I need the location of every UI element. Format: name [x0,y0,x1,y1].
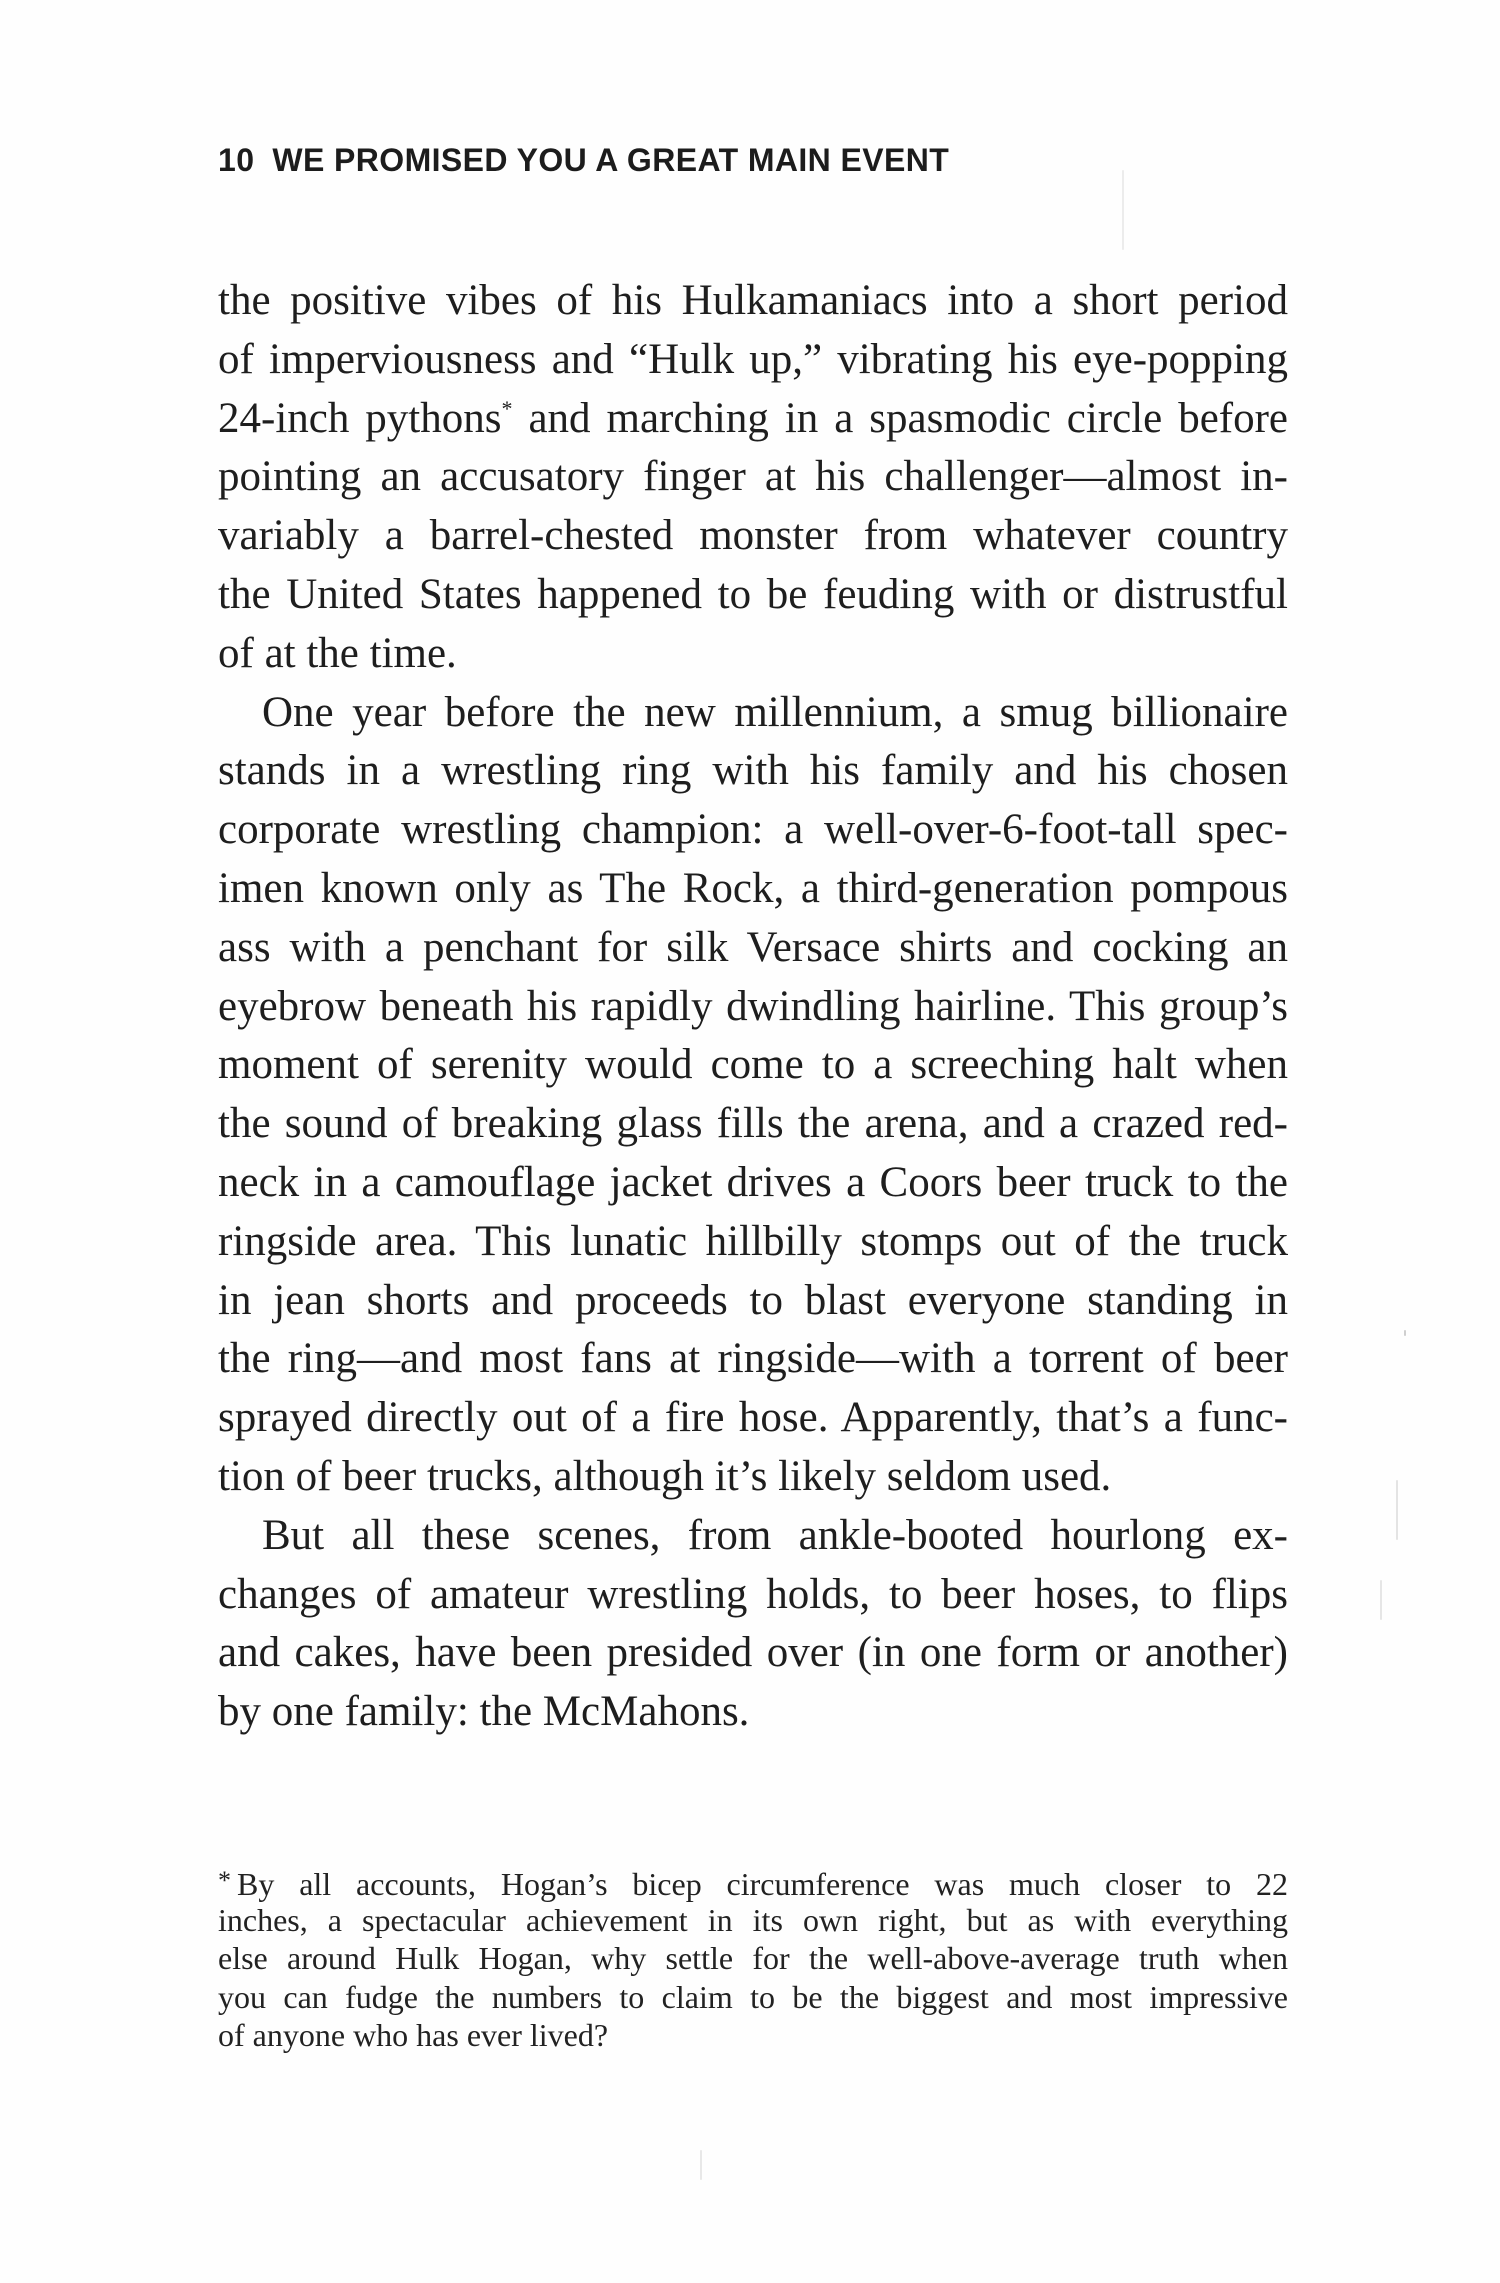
paragraph-2-line: in jean shorts and proceeds to blast everyone standing in [218,1276,1288,1324]
paragraph-3-line: and cakes, have been presided over (in one form or another) [218,1629,1288,1677]
paragraph-2-line: tion of beer trucks, although it’s likely seldom used. [218,1452,1112,1500]
paragraph-2-line: sprayed directly out of a fire hose. Apparently, that’s a func- [218,1394,1288,1442]
page-number: 10 [218,142,255,178]
paragraph-3-line: But all these scenes, from ankle-booted hourlong ex- [262,1511,1288,1559]
scan-speck [700,2150,702,2180]
paragraph-1-line: the United States happened to be feuding with or distrustful [218,570,1288,618]
paragraph-2-line: the sound of breaking glass fills the arena, and a crazed red- [218,1100,1288,1148]
paragraph-1-line: pointing an accusatory finger at his challenger—almost in- [218,453,1288,501]
body-text [218,272,1288,1742]
footnote-line: of anyone who has ever lived? [218,2017,609,2053]
paragraph-1-line-with-note [218,390,1288,449]
scan-speck [1122,170,1124,250]
footnote-line [218,1862,1288,1901]
footnote-mark: * [218,1866,231,1895]
footnote [218,1862,1288,2055]
chapter-title: WE PROMISED YOU A GREAT MAIN EVENT [272,142,950,178]
scan-speck [1380,1580,1382,1620]
paragraph-2-line: eyebrow beneath his rapidly dwindling hairline. This group’s [218,982,1288,1030]
scan-speck [1404,1330,1406,1336]
paragraph-1-line: of imperviousness and “Hulk up,” vibrating his eye-popping [218,335,1288,383]
paragraph-3-line: changes of amateur wrestling holds, to beer hoses, to flips [218,1570,1288,1618]
footnote-reference: * [501,395,513,421]
line-text-start: 24-inch pythons [218,394,502,442]
running-head [218,142,949,179]
paragraph-2-line: neck in a camouflage jacket drives a Coors beer truck to the [218,1158,1288,1206]
paragraph-3-line: by one family: the McMahons. [218,1688,750,1736]
paragraph-2-line: One year before the new millennium, a smug billionaire [262,688,1288,736]
scan-speck [1396,1480,1398,1540]
paragraph-2-line: the ring—and most fans at ringside—with a torrent of beer [218,1335,1288,1383]
paragraph-1-line: the positive vibes of his Hulkamaniacs into a short period [218,277,1288,324]
paragraph-1-line: of at the time. [218,629,457,677]
footnote-line-text: By all accounts, Hogan’s bicep circumference was much closer to 22 [237,1866,1288,1902]
line-text-end: and marching in a spasmodic circle before [512,394,1288,442]
footnote-line: inches, a spectacular achievement in its own right, but as with everything [218,1901,1288,1938]
paragraph-2-line: ass with a penchant for silk Versace shirts and cocking an [218,923,1288,971]
paragraph-1-line: variably a barrel-chested monster from whatever country [218,512,1288,560]
paragraph-2-line: moment of serenity would come to a screeching halt when [218,1041,1288,1089]
paragraph-2-line: imen known only as The Rock, a third-generation pompous [218,864,1288,912]
footnote-line: you can fudge the numbers to claim to be the biggest and most impressive [218,1978,1288,2015]
paragraph-2-line: stands in a wrestling ring with his family and his chosen [218,747,1288,795]
paragraph-2-line: corporate wrestling champion: a well-over-6-foot-tall spec- [218,806,1288,854]
paragraph-2-line: ringside area. This lunatic hillbilly stomps out of the truck [218,1217,1288,1265]
footnote-line: else around Hulk Hogan, why settle for the well-above-average truth when [218,1940,1288,1976]
